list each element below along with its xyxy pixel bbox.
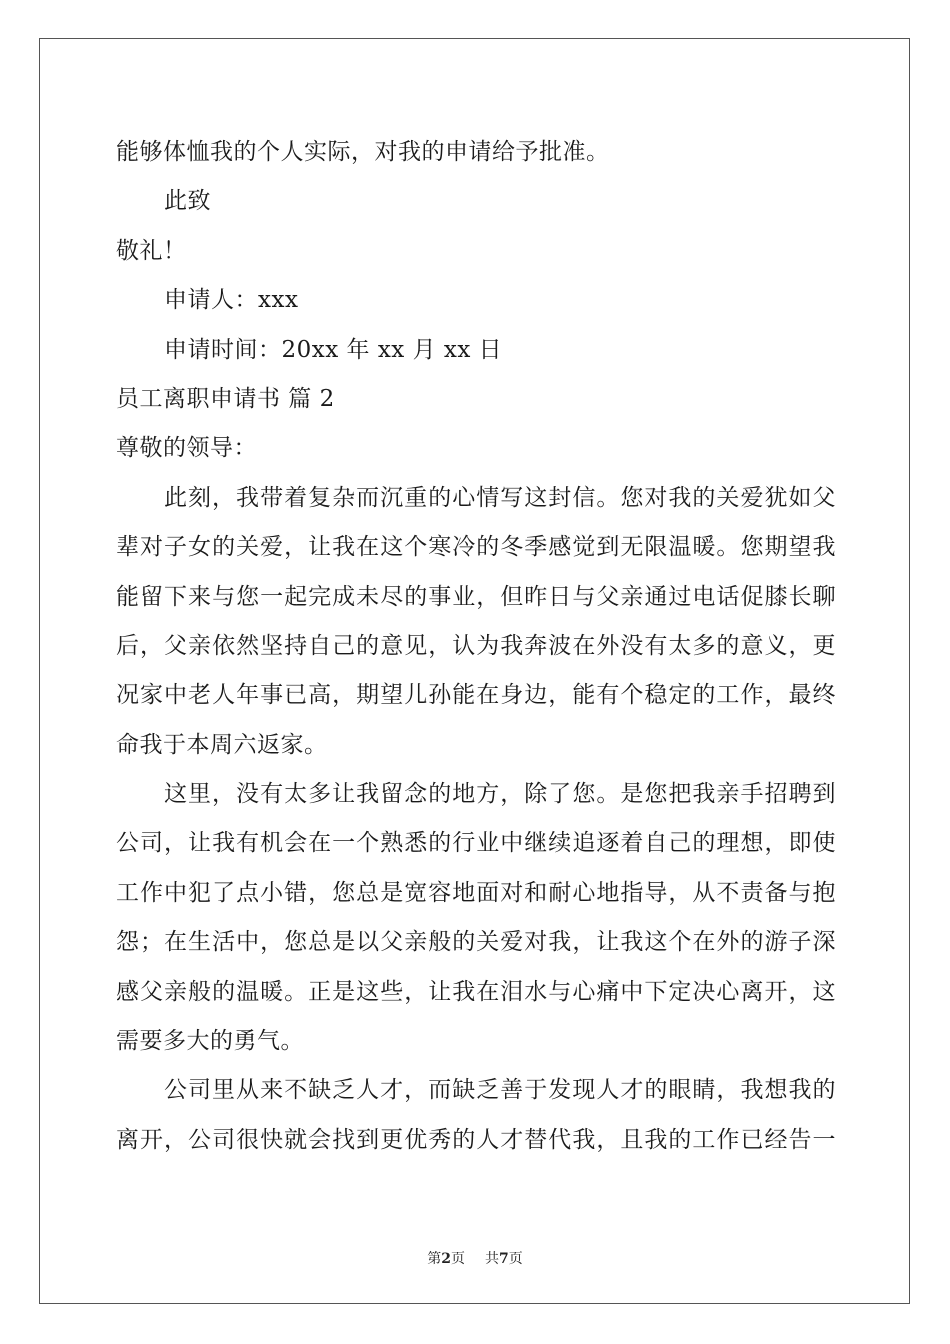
closing-salutation: 此致 bbox=[164, 188, 211, 215]
paragraph-3-line-1: 公司里从来不缺乏人才，而缺乏善于发现人才的眼睛，我想我的 bbox=[164, 1077, 836, 1104]
closing-regards: 敬礼！ bbox=[116, 237, 187, 264]
page-prefix: 第 bbox=[427, 1251, 442, 1267]
applicant-line: 申请人：xxx bbox=[164, 287, 299, 314]
page-suffix: 页 bbox=[451, 1251, 465, 1267]
page-number: 2 bbox=[441, 1251, 451, 1267]
paragraph-1-line-1: 此刻，我带着复杂而沉重的心情写这封信。您对我的关爱犹如父 bbox=[164, 484, 836, 511]
paragraph-2-line-6: 需要多大的勇气。 bbox=[116, 1028, 304, 1055]
paragraph-1-line-3: 能留下来与您一起完成未尽的事业，但昨日与父亲通过电话促膝长聊 bbox=[116, 583, 836, 610]
total-prefix: 共 bbox=[485, 1251, 499, 1267]
letter-greeting: 尊敬的领导： bbox=[116, 435, 257, 462]
paragraph-1-line-4: 后，父亲依然坚持自己的意见，认为我奔波在外没有太多的意义，更 bbox=[116, 632, 836, 659]
paragraph-2-line-4: 怨；在生活中，您总是以父亲般的关爱对我，让我这个在外的游子深 bbox=[116, 929, 836, 956]
body-line-1: 能够体恤我的个人实际，对我的申请给予批准。 bbox=[116, 139, 610, 165]
paragraph-1-line-6: 命我于本周六返家。 bbox=[116, 731, 328, 758]
page-footer bbox=[0, 1248, 950, 1268]
section-heading: 员工离职申请书 篇 2 bbox=[116, 385, 335, 412]
paragraph-2-line-3: 工作中犯了点小错，您总是宽容地面对和耐心地指导，从不责备与抱 bbox=[116, 879, 836, 906]
total-pages: 7 bbox=[499, 1251, 509, 1267]
total-suffix: 页 bbox=[508, 1251, 523, 1267]
application-date-line: 申请时间：20xx 年 xx 月 xx 日 bbox=[164, 336, 503, 363]
paragraph-2-line-2: 公司，让我有机会在一个熟悉的行业中继续追逐着自己的理想，即使 bbox=[116, 830, 836, 857]
paragraph-3-line-2: 离开，公司很快就会找到更优秀的人才替代我，且我的工作已经告一 bbox=[116, 1126, 836, 1153]
paragraph-1-line-5: 况家中老人年事已高，期望儿孙能在身边，能有个稳定的工作，最终 bbox=[116, 682, 836, 709]
paragraph-2-line-5: 感父亲般的温暖。正是这些，让我在泪水与心痛中下定决心离开，这 bbox=[116, 978, 836, 1005]
paragraph-2-line-1: 这里，没有太多让我留念的地方，除了您。是您把我亲手招聘到 bbox=[164, 781, 836, 808]
document-body bbox=[116, 128, 836, 1165]
paragraph-1-line-2: 辈对子女的关爱，让我在这个寒冷的冬季感觉到无限温暖。您期望我 bbox=[116, 534, 836, 561]
